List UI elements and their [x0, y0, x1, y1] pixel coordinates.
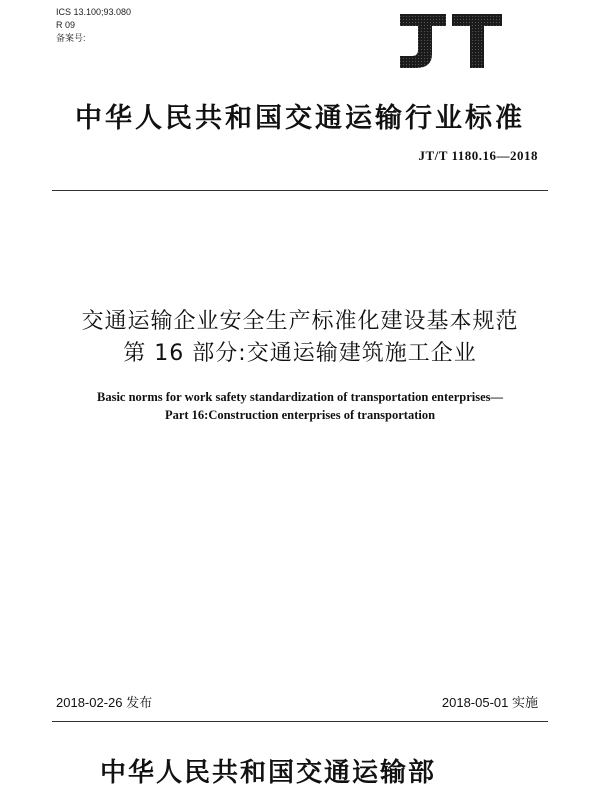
- title-en-line1: Basic norms for work safety standardization of transportation enterprises—: [97, 390, 503, 404]
- category-code: R 09: [56, 20, 76, 30]
- title-cn-line2: 第 16 部分:交通运输建筑施工企业: [123, 341, 477, 366]
- document-title-cn: [0, 306, 600, 370]
- title-en-line2: Part 16:Construction enterprises of transportation: [164, 408, 436, 422]
- title-cn-line1: 交通运输企业安全生产标准化建设基本规范: [81, 309, 519, 334]
- ics-code: ICS 13.100;93.080: [56, 7, 132, 17]
- organization-title: 中华人民共和国交通运输行业标准: [75, 103, 525, 134]
- standard-code: JT/T 1180.16—2018: [418, 148, 538, 163]
- implement-date: 2018-05-01 实施: [441, 695, 538, 710]
- publish-date: 2018-02-26 发布: [56, 695, 153, 710]
- jt-logo: [396, 12, 504, 70]
- issuing-authority: 中华人民共和国交通运输部: [100, 758, 437, 788]
- classification-block: [56, 6, 131, 45]
- footer-divider: [52, 721, 548, 722]
- logo-text: JT: [449, 52, 451, 53]
- header-divider: [52, 190, 548, 191]
- document-title-en: [0, 388, 600, 424]
- record-number-label: 备案号:: [56, 33, 86, 43]
